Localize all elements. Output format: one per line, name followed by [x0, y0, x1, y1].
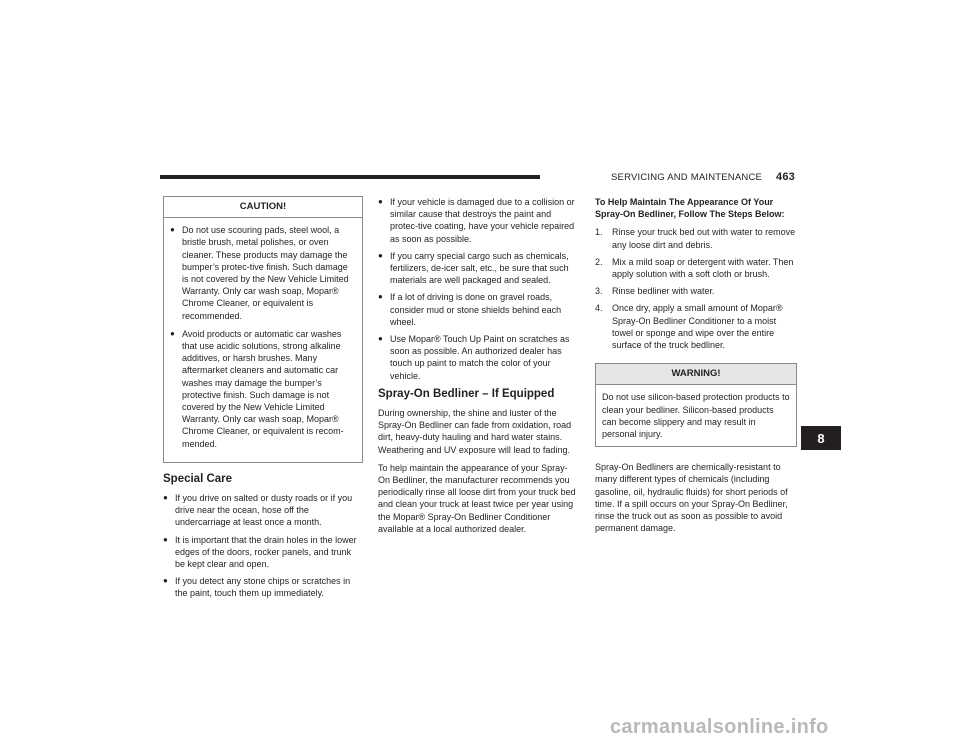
- bedliner-closing: Spray-On Bedliners are chemically-resistant to many different types of chemicals (including gasoline, oil, hydraulic fluids) for short periods of time. If a spill occurs on your Spray-On Bedliner, rinse the truck out as soon as possible to avoid permanent damage.: [595, 462, 788, 534]
- list-item: 3. Rinse bedliner with water.: [595, 286, 715, 297]
- bullet-icon: ●: [170, 225, 175, 235]
- section-tab: 8: [801, 426, 841, 450]
- special-care-list: [163, 492, 363, 600]
- bullet-icon: ●: [170, 328, 175, 338]
- list-item: 2. Mix a mild soap or detergent with water. Then apply solution with a soft cloth or brush.: [595, 256, 794, 280]
- bullet-icon: ●: [163, 576, 168, 586]
- list-item: ● If you detect any stone chips or scratches in the paint, touch them up immediately.: [163, 576, 351, 599]
- bedliner-paragraph: During ownership, the shine and luster of the Spray-On Bedliner can fade from oxidation, road dirt, heavy-duty hauling and hard water stains. Weathering and UV exposure will lead to fading.: [378, 408, 572, 455]
- bullet-icon: ●: [163, 493, 168, 503]
- bedliner-paragraph: To help maintain the appearance of your Spray-On Bedliner, the manufacturer recommends you periodically rinse all loose dirt from your truck bed and clean your truck at least twice per year using the Mopar® Spray-On Bedliner Conditioner available at a local authorized dealer.: [378, 462, 576, 534]
- page-number: 463: [776, 171, 795, 183]
- watermark: carmanualsonline.info: [610, 716, 829, 738]
- bullet-icon: ●: [378, 250, 383, 260]
- caution-box: [163, 196, 363, 463]
- special-care-list-continued: [378, 196, 578, 382]
- list-item: ● It is important that the drain holes in the lower edges of the doors, rocker panels, and trunk be kept clear and open.: [163, 534, 357, 570]
- list-item: ● If a lot of driving is done on gravel roads, consider mud or stone shields behind each wheel.: [378, 292, 562, 327]
- list-item: ● Use Mopar® Touch Up Paint on scratches as soon as possible. An authorized dealer has touch up paint to match the color of your vehicle.: [378, 334, 570, 381]
- list-item: ● If your vehicle is damaged due to a collision or similar cause that destroys the paint and protec-tive coating, have your vehicle repaired as soon as possible.: [378, 197, 575, 244]
- column-left: [163, 196, 363, 605]
- list-item: 1. Rinse your truck bed out with water to remove any loose dirt and debris.: [595, 227, 796, 250]
- special-care-heading: Special Care: [163, 472, 233, 485]
- page-header: [540, 171, 795, 183]
- caution-title: CAUTION!: [164, 197, 362, 218]
- bullet-icon: ●: [378, 292, 383, 302]
- warning-text: Do not use silicon-based protection products to clean your bedliner. Silicon-based products can become slippery and may result in personal injury.: [602, 392, 790, 440]
- list-item: ● Do not use scouring pads, steel wool, a bristle brush, metal polishes, or oven cleaner. These products may damage the bumper’s protec-tive finish. Such damage is not covered by the New Vehicle Limited Warranty. Only car wash soap, Mopar® Chrome Cleaner, or equivalent is recommended.: [170, 225, 349, 321]
- bullet-icon: ●: [378, 197, 383, 206]
- steps-heading: To Help Maintain The Appearance Of Your Spray-On Bedliner, Follow The Steps Below:: [595, 197, 785, 220]
- column-right: [595, 196, 797, 540]
- warning-title: WARNING!: [596, 364, 796, 385]
- caution-list: [170, 224, 356, 450]
- column-middle: [378, 196, 578, 541]
- list-item: ● If you drive on salted or dusty roads or if you drive near the ocean, hose off the undercarriage at least once a month.: [163, 493, 353, 528]
- list-item: 4. Once dry, apply a small amount of Mopar® Spray-On Bedliner Conditioner to a moist towel or sponge and wipe over the entire surface of the truck bedliner.: [595, 303, 783, 351]
- steps-list: [595, 226, 797, 351]
- list-item: ● If you carry special cargo such as chemicals, fertilizers, de-icer salt, etc., be sure that such materials are well packaged and sealed.: [378, 250, 569, 286]
- bedliner-heading: Spray-On Bedliner – If Equipped: [378, 387, 555, 400]
- list-item: ● Avoid products or automatic car washes that use acidic solutions, strong alkaline additives, or harsh brushes. Many aftermarket cleaners and automatic car washes may damage the bumper’s protective finish. Such damage is not covered by the New Vehicle Limited Warranty. Only car wash soap, Mopar® Chrome Cleaner, or equivalent is recom-mended.: [170, 328, 344, 449]
- section-title: SERVICING AND MAINTENANCE: [611, 172, 763, 183]
- bullet-icon: ●: [378, 334, 383, 344]
- bullet-icon: ●: [163, 534, 168, 544]
- warning-box: [595, 363, 797, 447]
